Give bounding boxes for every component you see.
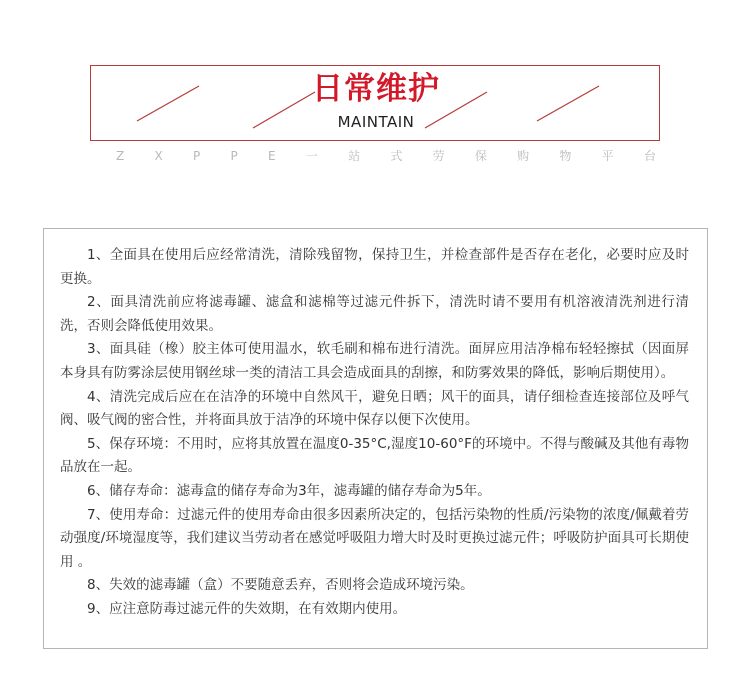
tagline-char: 站	[348, 149, 361, 163]
tagline-char: 劳	[432, 149, 445, 163]
tagline-char: 购	[517, 149, 530, 163]
title-banner	[90, 65, 660, 141]
tagline-char: 台	[643, 149, 656, 163]
page-title: 日常维护	[312, 71, 440, 107]
page-subtitle: MAINTAIN	[337, 113, 415, 131]
instruction-item: 5、保存环境：不用时，应将其放置在温度0-35°C,湿度10-60°F的环境中。不得与酸碱及其他有毒物品放在一起。	[60, 435, 689, 476]
instruction-item: 2、面具清洗前应将滤毒罐、滤盒和滤棉等过滤元件拆下，清洗时请不要用有机溶液清洗剂进行清洗，否则会降低使用效果。	[60, 294, 689, 334]
tagline-char: 物	[559, 149, 572, 163]
instruction-item: 1、全面具在使用后应经常清洗，清除残留物，保持卫生，并检查部件是否存在老化，必要时应及时更换。	[60, 247, 689, 287]
instruction-item: 7、使用寿命：过滤元件的使用寿命由很多因素所决定的，包括污染物的性质/污染物的浓度/佩戴着劳动强度/环境湿度等，我们建议当劳动者在感觉呼吸阻力增大时及时更换过滤元件；呼吸防护面具可长期使用 。	[60, 506, 690, 570]
instruction-item: 6、储存寿命：滤毒盒的储存寿命为3年，滤毒罐的储存寿命为5年。	[87, 482, 491, 499]
tagline-char: 保	[474, 149, 487, 163]
tagline-char: P	[230, 149, 238, 163]
tagline-char: X	[154, 149, 163, 163]
tagline-char: P	[192, 149, 201, 163]
tagline-char: 式	[390, 149, 403, 163]
tagline-char: 平	[601, 149, 614, 163]
instruction-item: 8、失效的滤毒罐（盒）不要随意丢弃，否则将会造成环境污染。	[87, 577, 474, 594]
maintenance-instructions	[43, 228, 708, 649]
instruction-item: 9、应注意防毒过滤元件的失效期，在有效期内使用。	[87, 600, 407, 617]
tagline-char: Z	[116, 149, 125, 163]
tagline-char: 一	[305, 149, 318, 163]
tagline	[116, 148, 656, 164]
instruction-item: 3、面具硅（橡）胶主体可使用温水，软毛刷和棉布进行清洗。面屏应用洁净棉布轻轻擦拭（因面屏本身具有防雾涂层使用钢丝球一类的清洁工具会造成面具的刮擦，和防雾效果的降低，影响后期使用）。	[60, 341, 689, 381]
instruction-item: 4、清洗完成后应在在洁净的环境中自然风干，避免日晒；风干的面具，请仔细检查连接部位及呼气阀、吸气阀的密合性，并将面具放于洁净的环境中保存以便下次使用。	[60, 388, 689, 429]
tagline-char: E	[267, 149, 276, 163]
